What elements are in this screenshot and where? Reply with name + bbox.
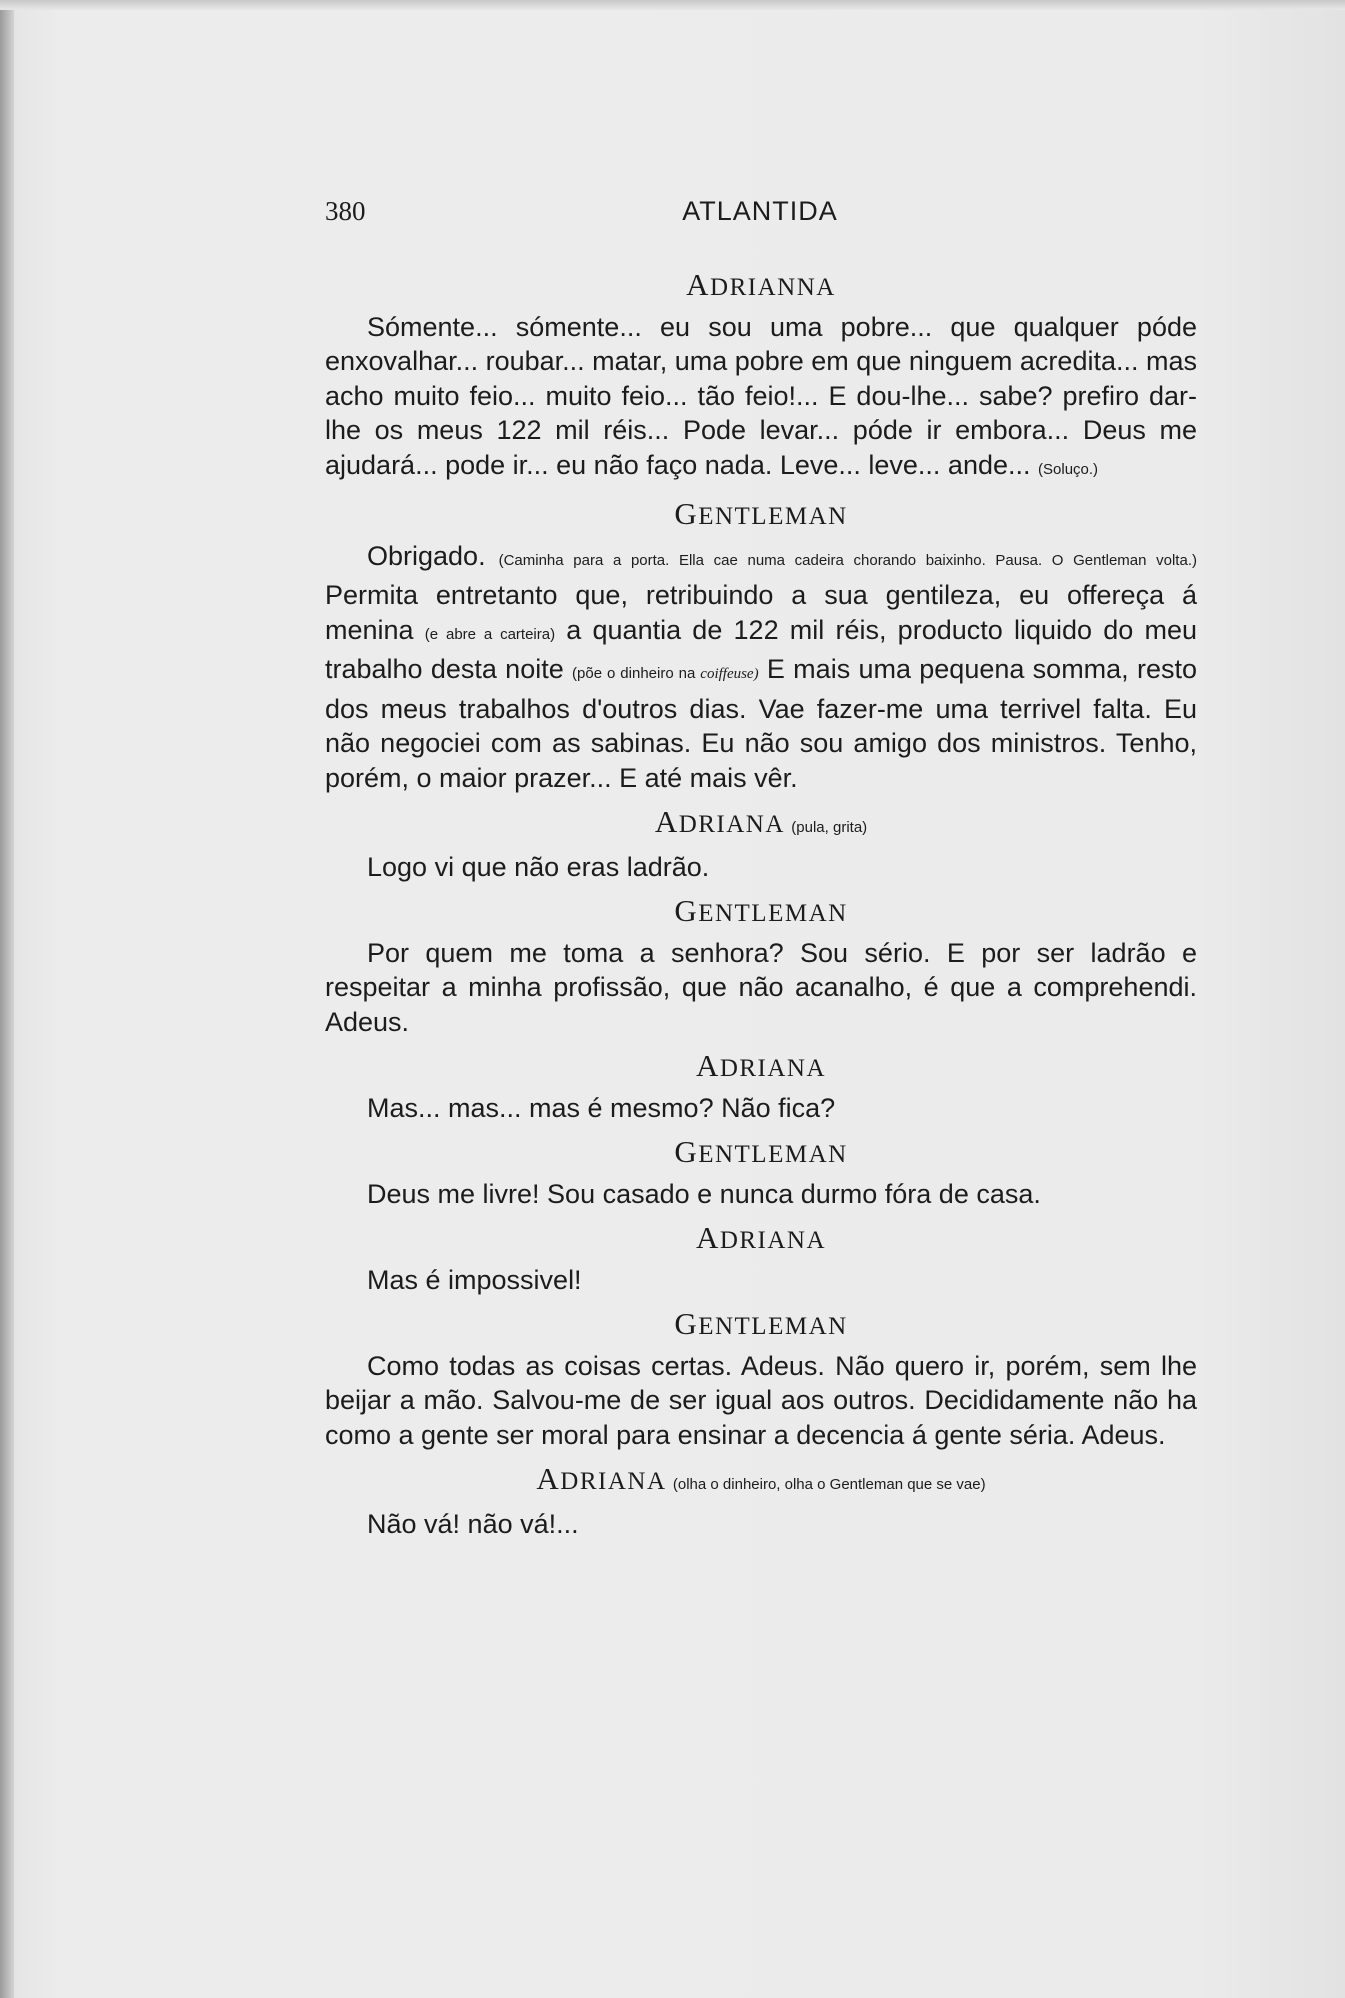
dialogue-text: Permita entretanto que, retribuindo a sua gentileza, eu offereça á menina: [325, 580, 1197, 645]
dialogue-text: Mas... mas... mas é mesmo? Não fica?: [367, 1092, 836, 1123]
dialogue-paragraph: [325, 539, 1197, 796]
speaker-heading: [325, 894, 1197, 932]
stage-direction: (Caminha para a porta. Ella cae numa cadeira chorando baixinho. Pausa. O Gentleman volta.): [498, 551, 1197, 569]
speaker-name-rest: DRIANA: [678, 811, 784, 838]
dialogue-paragraph: [325, 936, 1197, 1040]
speaker-heading: [325, 1462, 1197, 1503]
running-title: ATLANTIDA: [682, 196, 838, 226]
dialogue-paragraph: [325, 850, 1197, 885]
speaker-name-rest: DRIANNA: [710, 274, 836, 301]
speaker-name-rest: ENTLEMAN: [698, 1313, 848, 1340]
speaker-name-rest: DRIANA: [560, 1468, 666, 1495]
dialogue-paragraph: [325, 1507, 1197, 1542]
speaker-initial: A: [695, 1220, 720, 1255]
dialogue-text: Obrigado.: [367, 540, 486, 571]
stage-direction: [572, 665, 759, 682]
speaker-heading: [325, 1049, 1197, 1087]
page-header: [325, 196, 1195, 236]
dialogue-text: Sómente... sómente... eu sou uma pobre... que qualquer póde enxovalhar... roubar... matar, uma pobre em que ninguem acredita... mas acho muito feio... muito feio... tão feio!... E dou-lhe... sabe? prefiro dar-lhe os meus 122 mil réis... Pode levar... póde ir embora... Deus me ajudará... pode ir... eu não faço nada. Leve... leve... ande...: [325, 311, 1197, 480]
speaker-name-rest: ENTLEMAN: [698, 503, 848, 530]
page-top-edge: [0, 0, 1345, 10]
speaker-initial: G: [674, 496, 699, 531]
stage-direction: (pula, grita): [791, 819, 868, 836]
speaker-initial: G: [674, 1134, 699, 1169]
page-number: 380: [325, 196, 366, 226]
speaker-name-rest: DRIANA: [719, 1227, 827, 1254]
speaker-heading: [325, 1135, 1197, 1173]
page-binding-edge: [0, 0, 14, 1998]
speaker-heading: [325, 268, 1197, 306]
play-text: [325, 268, 1197, 1541]
speaker-heading: [325, 805, 1197, 846]
stage-direction: (e abre a carteira): [424, 625, 556, 643]
speaker-name-rest: ENTLEMAN: [698, 1141, 848, 1168]
stage-direction-italic: coiffeuse): [700, 666, 759, 682]
dialogue-text: Por quem me toma a senhora? Sou sério. E por ser ladrão e respeitar a minha profissão, que não acanalho, é que a comprehendi. Adeus.: [325, 937, 1197, 1037]
speaker-initial: A: [695, 1048, 720, 1083]
dialogue-text: Deus me livre! Sou casado e nunca durmo fóra de casa.: [367, 1178, 1041, 1209]
dialogue-paragraph: [325, 1349, 1197, 1453]
stage-direction: (olha o dinheiro, olha o Gentleman que se vae): [672, 1476, 986, 1493]
speaker-initial: G: [674, 893, 699, 928]
dialogue-text: E mais uma pequena somma, resto dos meus trabalhos d'outros dias. Vae fazer-me uma terrivel falta. Eu não negociei com as sabinas. Eu não sou amigo dos ministros. Tenho, porém, o maior prazer... E até mais vêr.: [325, 654, 1197, 793]
dialogue-text: Mas é impossivel!: [367, 1264, 582, 1295]
dialogue-paragraph: [325, 1177, 1197, 1212]
stage-direction-text: (põe o dinheiro na: [572, 665, 696, 682]
dialogue-paragraph: [325, 1263, 1197, 1298]
speaker-initial: G: [674, 1306, 699, 1341]
speaker-initial: A: [686, 267, 711, 302]
speaker-name-rest: ENTLEMAN: [698, 900, 848, 927]
speaker-heading: [325, 1307, 1197, 1345]
dialogue-text: a quantia de 122 mil réis, producto liquido do meu trabalho desta noite: [325, 614, 1197, 684]
speaker-heading: [325, 1221, 1197, 1259]
dialogue-text: Como todas as coisas certas. Adeus. Não quero ir, porém, sem lhe beijar a mão. Salvou-me de ser igual aos outros. Decididamente não ha como a gente ser moral para ensinar a decencia á gente séria. Adeus.: [325, 1350, 1197, 1450]
dialogue-paragraph: [325, 1091, 1197, 1126]
speaker-initial: A: [654, 804, 679, 839]
speaker-name-rest: DRIANA: [719, 1055, 827, 1082]
speaker-initial: A: [536, 1461, 561, 1496]
speaker-heading: [325, 497, 1197, 535]
dialogue-paragraph: [325, 310, 1197, 488]
dialogue-text: Logo vi que não eras ladrão.: [367, 851, 710, 882]
stage-direction: (Soluço.): [1038, 460, 1099, 478]
dialogue-text: Não vá! não vá!...: [367, 1508, 579, 1539]
